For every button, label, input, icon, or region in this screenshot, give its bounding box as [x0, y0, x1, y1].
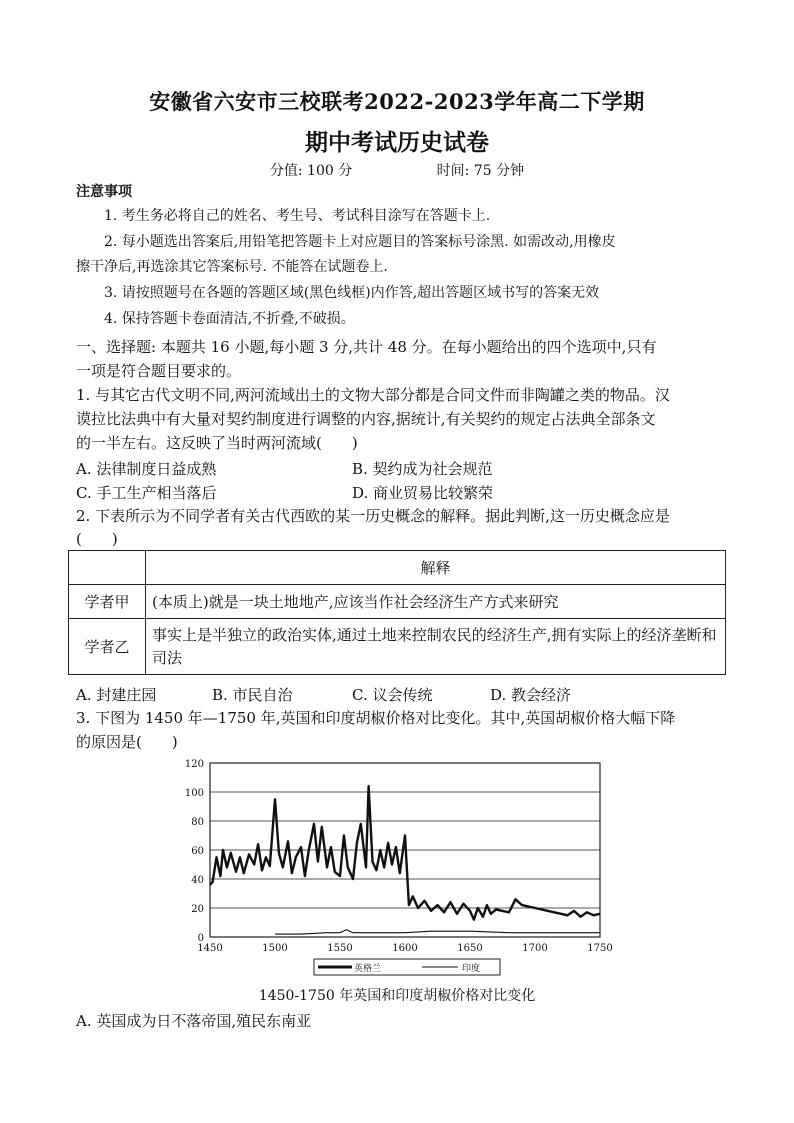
y-tick-label: 100: [184, 788, 204, 799]
q1-option-d: D. 商业贸易比较繁荣: [352, 484, 494, 502]
table-header-explanation: 解释: [146, 551, 726, 585]
x-tick-label: 1600: [392, 943, 418, 954]
notice-heading: 注意事项: [76, 184, 132, 200]
y-tick-label: 40: [191, 875, 204, 886]
table-corner-cell: [69, 551, 146, 585]
q1-option-c: C. 手工生产相当落后: [76, 484, 217, 502]
y-tick-label: 20: [191, 904, 204, 915]
chart-lines: [210, 786, 600, 934]
x-tick-label: 1750: [587, 943, 613, 954]
scholar-explanation: 事实上是半独立的政治实体,通过土地来控制农民的经济生产,拥有实际上的经济垄断和司法: [146, 619, 726, 675]
q3-stem: 3. 下图为 1450 年—1750 年,英国和印度胡椒价格对比变化。其中,英国胡椒价格大幅下降: [76, 709, 676, 727]
x-tick-label: 1550: [327, 943, 353, 954]
q3-option-a: A. 英国成为日不落帝国,殖民东南亚: [76, 1012, 312, 1030]
notice-item: 3. 请按照题号在各题的答题区域(黑色线框)内作答,超出答题区域书写的答案无效: [104, 285, 600, 301]
pepper-price-chart: [164, 755, 630, 980]
q2-option-d: D. 教会经济: [490, 686, 572, 704]
notice-item: 4. 保持答题卡卷面清洁,不折叠,不破损。: [104, 311, 355, 327]
q2-option-b: B. 市民自治: [212, 686, 293, 704]
exam-title-line1: 安徽省六安市三校联考2022-2023学年高二下学期: [149, 89, 645, 114]
q3-stem: 的原因是( ): [76, 733, 178, 751]
exam-meta: [0, 160, 794, 180]
table-row: [69, 585, 726, 619]
y-tick-label: 80: [191, 817, 204, 828]
scholar-label: 学者乙: [69, 619, 146, 675]
exam-title-line2: 期中考试历史试卷: [305, 129, 489, 156]
section-heading: 一、选择题: 本题共 16 小题,每小题 3 分,共计 48 分。在每小题给出的四个选项中,只有: [76, 338, 657, 356]
series-line-india: [275, 930, 600, 934]
time-label: 时间: 75 分钟: [436, 163, 525, 179]
legend-label-england: 英格兰: [354, 964, 382, 974]
x-tick-label: 1450: [197, 943, 223, 954]
section-heading-cont: 一项是符合题目要求的。: [76, 362, 242, 380]
notice-item: 1. 考生务必将自己的姓名、考生号、考试科目涂写在答题卡上.: [104, 208, 491, 224]
q2-stem: 2. 下表所示为不同学者有关古代西欧的某一历史概念的解释。据此判断,这一历史概念应是: [76, 507, 670, 525]
notice-item: 2. 每小题选出答案后,用铅笔把答题卡上对应题目的答案标号涂黑. 如需改动,用橡皮: [104, 234, 616, 250]
q2-stem: ( ): [76, 530, 118, 548]
scholar-explanation: (本质上)就是一块土地地产,应该当作社会经济生产方式来研究: [146, 585, 726, 619]
q1-stem: 谟拉比法典中有大量对契约制度进行调整的内容,据统计,有关契约的规定占法典全部条文: [76, 410, 656, 428]
table-row: [69, 619, 726, 675]
chart-legend: [314, 959, 500, 975]
series-line-england: [210, 786, 600, 919]
y-tick-label: 60: [191, 846, 204, 857]
q1-stem: 1. 与其它古代文明不同,两河流域出土的文物大部分都是合同文件而非陶罐之类的物品。汉: [76, 386, 670, 404]
y-tick-label: 120: [184, 759, 204, 770]
legend-label-india: 印度: [462, 964, 481, 974]
chart-caption: 1450-1750 年英国和印度胡椒价格对比变化: [258, 988, 536, 1004]
score-label: 分值: 100 分: [269, 163, 353, 179]
q2-option-a: A. 封建庄园: [76, 686, 157, 704]
q1-stem: 的一半左右。这反映了当时两河流域( ): [76, 434, 358, 452]
q2-option-c: C. 议会传统: [352, 686, 433, 704]
x-tick-label: 1700: [522, 943, 548, 954]
scholar-label: 学者甲: [69, 585, 146, 619]
y-tick-label: 0: [197, 933, 204, 944]
q1-option-b: B. 契约成为社会规范: [352, 460, 493, 478]
q2-table: [68, 550, 726, 675]
x-tick-label: 1500: [262, 943, 288, 954]
q1-option-a: A. 法律制度日益成熟: [76, 460, 217, 478]
x-tick-label: 1650: [457, 943, 483, 954]
notice-item: 擦干净后,再选涂其它答案标号. 不能答在试题卷上.: [76, 259, 388, 275]
